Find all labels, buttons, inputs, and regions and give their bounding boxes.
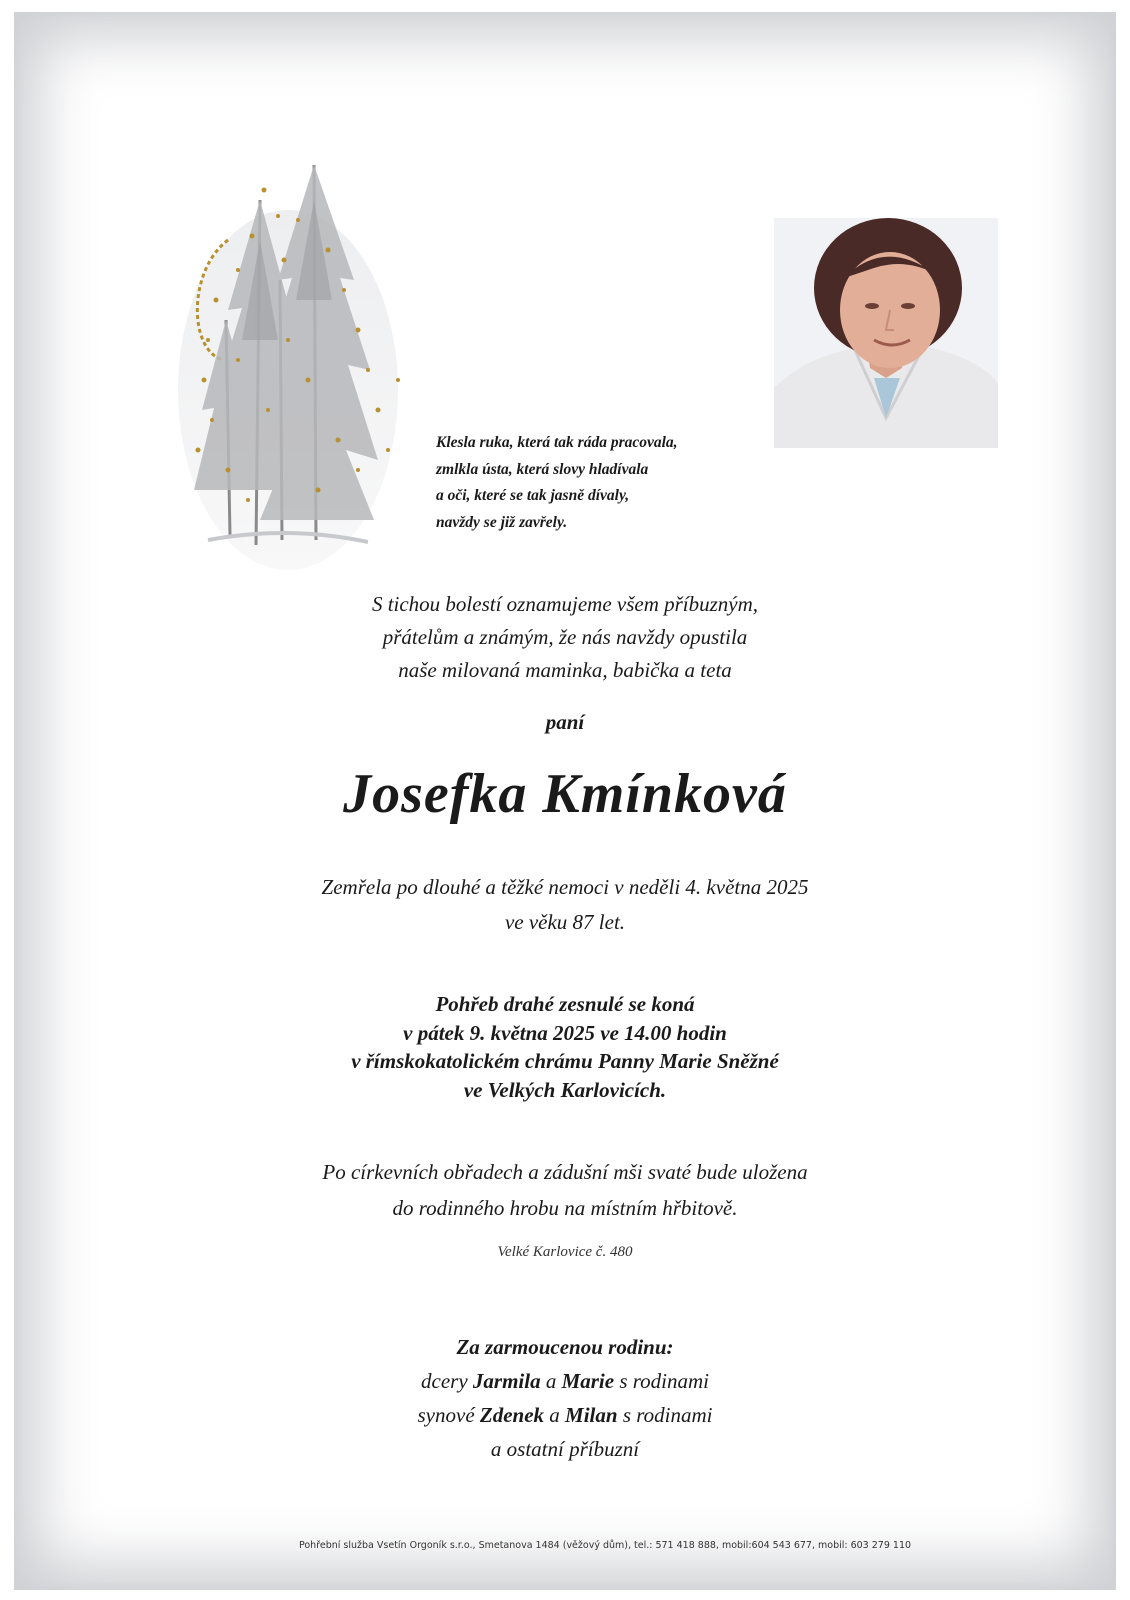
poem-line: a oči, které se tak jasně dívaly, — [436, 487, 630, 504]
joiner: a — [540, 1369, 562, 1393]
son-name: Zdenek — [479, 1403, 545, 1427]
son-name: Milan — [565, 1403, 618, 1427]
death-info — [0, 870, 1130, 940]
funeral-line: Pohřeb drahé zesnulé se koná — [435, 992, 695, 1016]
deceased-name: Josefka Kmínková — [343, 763, 787, 825]
poem-line: Klesla ruka, která tak ráda pracovala, — [436, 434, 678, 451]
poem-line: navždy se již zavřely. — [436, 513, 568, 531]
sons-line — [0, 1398, 1130, 1432]
poem-line: zmlkla ústa, která slovy hladívala — [436, 460, 649, 478]
funeral-info — [0, 990, 1130, 1104]
daughter-name: Jarmila — [472, 1369, 541, 1393]
funeral-line: ve Velkých Karlovicích. — [463, 1077, 667, 1102]
burial-line: Po církevních obřadech a zádušní mši svaté bude uložena — [322, 1160, 808, 1184]
funeral-line: v pátek 9. května 2025 ve 14.00 hodin — [403, 1020, 727, 1045]
daughters-suffix: s rodinami — [614, 1369, 709, 1393]
intro-line: přátelům a známým, že nás navždy opustila — [382, 625, 748, 649]
daughters-line — [0, 1364, 1130, 1398]
pine-trees-illustration — [168, 160, 430, 580]
burial-info — [0, 1154, 1130, 1226]
death-line: ve věku 87 let. — [504, 910, 626, 934]
intro-line: naše milovaná maminka, babička a teta — [398, 658, 732, 682]
intro-line: S tichou bolestí oznamujeme všem příbuzným, — [371, 592, 759, 616]
announcement-intro — [0, 588, 1130, 687]
joiner: a — [544, 1403, 566, 1427]
daughters-prefix: dcery — [421, 1369, 473, 1393]
family-address: Velké Karlovice č. 480 — [497, 1244, 633, 1260]
poem — [436, 430, 766, 536]
daughter-name: Marie — [561, 1369, 615, 1393]
funeral-service-footer: Pohřební služba Vsetín Orgoník s.r.o., Smetanova 1484 (věžový dům), tel.: 571 418 888, mobil:604 543 677, mobil: 603 279 110 — [298, 1540, 912, 1551]
burial-line: do rodinného hrobu na místním hřbitově. — [392, 1196, 738, 1220]
death-line: Zemřela po dlouhé a těžké nemoci v neděli 4. května 2025 — [321, 875, 809, 899]
others-line: a ostatní příbuzní — [490, 1437, 640, 1461]
family-heading: Za zarmoucenou rodinu: — [456, 1335, 674, 1359]
sons-suffix: s rodinami — [617, 1403, 713, 1427]
funeral-line: v římskokatolickém chrámu Panny Marie Sněžné — [351, 1049, 779, 1073]
honorific: paní — [545, 710, 585, 734]
portrait-photo — [774, 218, 998, 448]
sons-prefix: synové — [417, 1403, 480, 1427]
family-signature — [0, 1330, 1130, 1466]
